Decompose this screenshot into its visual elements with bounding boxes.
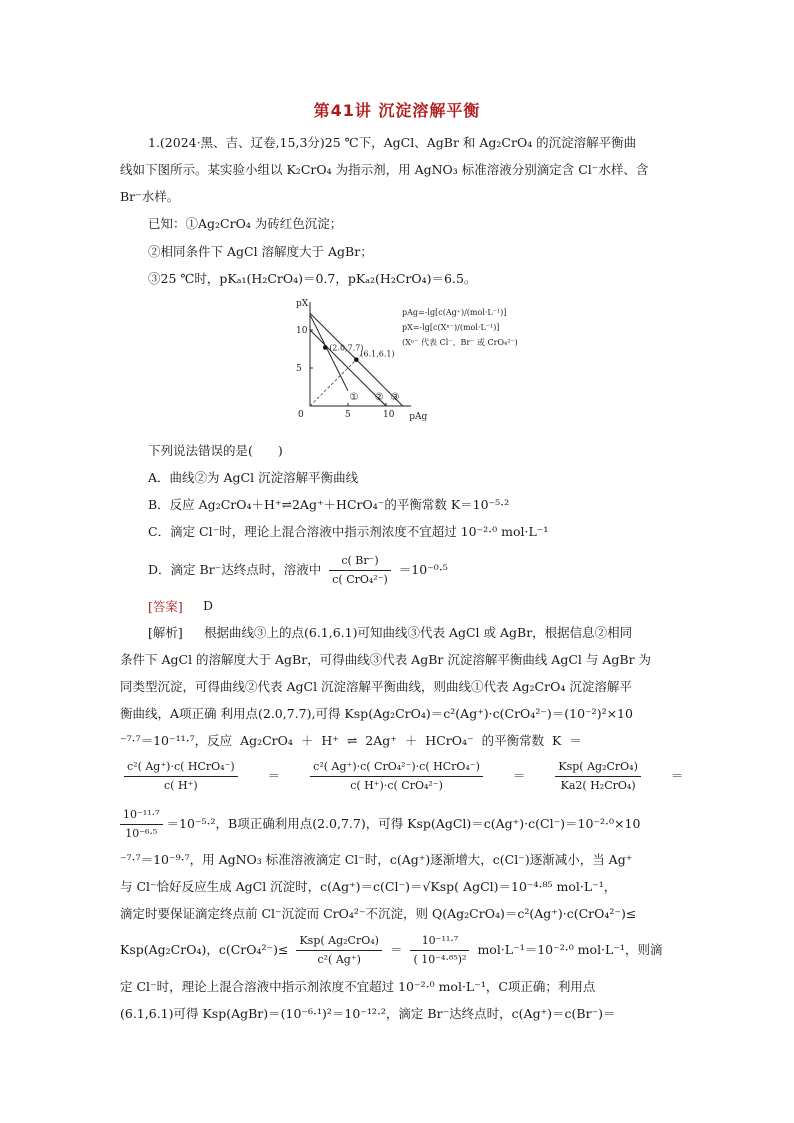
answer-value: D [203, 598, 214, 613]
option-b: B．反应 Ag₂CrO₄＋H⁺⇌2Ag⁺＋HCrO₄⁻的平衡常数 K＝10⁻⁵·² [148, 497, 510, 512]
analysis-line-10: 滴定时要保证滴定终点前 Cl⁻沉淀而 CrO₄²⁻不沉淀，则 Q(Ag₂CrO₄)＝c²(Ag⁺)·c(CrO₄²⁻)≤ [120, 906, 637, 921]
series-label-1: ① [349, 392, 359, 403]
series-label-2: ② [374, 392, 384, 403]
analysis-line-11-b: mol·L⁻¹＝10⁻²·⁰ mol·L⁻¹，则滴 [477, 942, 663, 957]
fraction-1-numerator: c²( Ag⁺)·c( HCrO₄⁻) [124, 758, 238, 777]
page-title: 第41讲 沉淀溶解平衡 [313, 101, 481, 120]
legend-line-2: pX=-lg[c(Xⁿ⁻)/(mol·L⁻¹)] [402, 323, 500, 332]
fraction-5-denominator: c²( Ag⁺) [317, 953, 361, 966]
legend-line-3: (Xⁿ⁻ 代表 Cl⁻、Br⁻ 或 CrO₄²⁻) [402, 338, 518, 347]
marked-point-label-1: (2.0,7.7) [329, 343, 364, 353]
option-d-prefix: D．滴定 Br⁻达终点时，溶液中 [148, 562, 322, 577]
fraction-6-numerator: 10⁻¹¹·⁷ [410, 932, 469, 951]
option-d-fraction [329, 552, 391, 589]
option-d-denominator: c( CrO₄²⁻) [332, 573, 388, 586]
marked-point-1 [323, 345, 328, 350]
question-prompt: 下列说法错误的是( ) [148, 443, 283, 458]
fraction-5 [296, 932, 381, 969]
analysis-line-11-a: Ksp(Ag₂CrO₄)，c(CrO₄²⁻)≤ [120, 942, 289, 957]
fraction-1-denominator: c( H⁺) [164, 779, 198, 792]
analysis-line-8: ⁻⁷·⁷＝10⁻⁹·⁷，用 AgNO₃ 标准溶液滴定 Cl⁻时，c(Ag⁺)逐渐增大，c(Cl⁻)逐渐减小，当 Ag⁺ [120, 852, 633, 867]
fraction-2-numerator: c²( Ag⁺)·c( CrO₄²⁻)·c( HCrO₄⁻) [310, 758, 483, 777]
answer-label: [答案] [148, 599, 183, 614]
question-line-1: 1.(2024·黑、吉、辽卷,15,3分)25 ℃下，AgCl、AgBr 和 Ag₂CrO₄ 的沉淀溶解平衡曲 [148, 135, 637, 150]
analysis-line-5: ⁻⁷·⁷＝10⁻¹¹·⁷，反应 Ag₂CrO₄ ＋ H⁺ ⇌ 2Ag⁺ ＋ HCrO₄⁻ 的平衡常数 K ＝ [120, 733, 582, 748]
analysis-line-2: 条件下 AgCl 的溶解度大于 AgBr，可得曲线③代表 AgBr 沉淀溶解平衡曲线 AgCl 与 AgBr 为 [120, 652, 652, 667]
analysis-line-12: 定 Cl⁻时，理论上混合溶液中指示剂浓度不宜超过 10⁻²·⁰ mol·L⁻¹，C项正确；利用点 [120, 979, 596, 994]
fraction-6 [410, 932, 469, 969]
option-a: A．曲线②为 AgCl 沉淀溶解平衡曲线 [148, 470, 359, 485]
option-d-numerator: c( Br⁻) [329, 552, 391, 571]
fraction-3 [555, 758, 640, 795]
analysis-line-7 [120, 806, 640, 843]
y-tick-label: 5 [296, 364, 302, 374]
fraction-5-numerator: Ksp( Ag₂CrO₄) [296, 932, 381, 951]
x-tick-label: 0 [298, 410, 304, 420]
analysis-line-7-text: ＝10⁻⁵·²，B项正确利用点(2.0,7.7)，可得 Ksp(AgCl)＝c(Ag⁺)·c(Cl⁻)＝10⁻²·⁰×10 [166, 816, 641, 831]
analysis-line-9: 与 Cl⁻恰好反应生成 AgCl 沉淀时，c(Ag⁺)＝c(Cl⁻)＝√Ksp( AgCl)＝10⁻⁴·⁸⁵ mol·L⁻¹， [120, 879, 617, 894]
analysis-line-13: (6.1,6.1)可得 Ksp(AgBr)＝(10⁻⁶·¹)²＝10⁻¹²·²，滴定 Br⁻达终点时，c(Ag⁺)＝c(Br⁻)＝ [120, 1006, 616, 1021]
fraction-6-denominator: ( 10⁻⁴·⁸⁵)² [413, 953, 467, 966]
known-condition-2: ②相同条件下 AgCl 溶解度大于 AgBr； [148, 244, 373, 259]
marked-point-label-2: (6.1,6.1) [360, 349, 395, 359]
option-d [148, 552, 448, 589]
analysis-fraction-row: $\frac{\text{c²( Ag⁺)·c( HCrO₄⁻)}}{c( H^+)}$ ＝ $\frac{\text{c²( Ag⁺)·c( CrO₄²⁻)·c( HCrO₄⁻)}}{\text{c( H⁺)·c( CrO₄²⁻)}}$ ＝ $\frac{\text{Ksp( Ag₂CrO₄)}}{\text{Ka2( H₂CrO₄)}}$ ＝ [120, 758, 683, 795]
fraction-3-numerator: Ksp( Ag₂CrO₄) [555, 758, 640, 777]
series-label-3: ③ [390, 392, 400, 403]
known-condition-3: ③25 ℃时，pKₐ₁(H₂CrO₄)＝0.7，pKₐ₂(H₂CrO₄)＝6.5。 [148, 271, 477, 286]
question-line-2: 线如下图所示。某实验小组以 K₂CrO₄ 为指示剂，用 AgNO₃ 标准溶液分别滴定含 Cl⁻水样、含 [120, 162, 649, 177]
x-tick-label: 5 [345, 410, 351, 420]
fraction-4-numerator: 10⁻¹¹·⁷ [120, 806, 163, 825]
analysis-label: [解析] [148, 625, 183, 640]
analysis-line-3: 同类型沉淀，可得曲线②代表 AgCl 沉淀溶解平衡曲线，则曲线①代表 Ag₂CrO₄ 沉淀溶解平 [120, 679, 632, 694]
y-tick-label: 10 [296, 326, 308, 336]
x-tick-label: 10 [383, 410, 395, 420]
fraction-1 [124, 758, 238, 795]
solubility-equilibrium-chart [290, 296, 540, 426]
fraction-4-denominator: 10⁻⁶·⁵ [125, 827, 158, 840]
option-d-suffix: ＝10⁻⁰·⁵ [398, 562, 448, 577]
option-c: C．滴定 Cl⁻时，理论上混合溶液中指示剂浓度不宜超过 10⁻²·⁰ mol·L⁻¹ [148, 524, 549, 539]
question-line-3: Br⁻水样。 [120, 189, 180, 204]
marked-point-2 [354, 357, 359, 362]
analysis-line-4: 衡曲线，A项正确 利用点(2.0,7.7),可得 Ksp(Ag₂CrO₄)＝c²(Ag⁺)·c(CrO₄²⁻)＝(10⁻²)²×10 [120, 706, 633, 721]
fraction-2 [310, 758, 483, 795]
analysis-line-11: Ksp(Ag₂CrO₄)，c(CrO₄²⁻)≤ $\frac{\text{Ksp( Ag₂CrO₄)}}{\text{c²( Ag⁺)}}$ ＝ $\frac{\text{10⁻¹¹·⁷}}{\text{( 10⁻⁴·⁸⁵)²}}$ mol·L⁻¹＝10⁻²·⁰ mol·L⁻¹，则滴 [120, 932, 662, 969]
analysis-line-1: 根据曲线③上的点(6.1,6.1)可知曲线③代表 AgCl 或 AgBr，根据信息②相同 [204, 625, 633, 640]
fraction-3-denominator: Ka2( H₂CrO₄) [560, 779, 636, 792]
series-line-1 [310, 315, 348, 391]
known-condition-1: 已知：①Ag₂CrO₄ 为砖红色沉淀； [148, 216, 343, 231]
y-axis-label: pX [296, 299, 309, 309]
fraction-4 [120, 806, 163, 843]
legend-line-1: pAg=-lg[c(Ag⁺)/(mol·L⁻¹)] [402, 308, 507, 317]
fraction-2-denominator: c( H⁺)·c( CrO₄²⁻) [350, 779, 443, 792]
x-axis-label: pAg [409, 412, 428, 422]
